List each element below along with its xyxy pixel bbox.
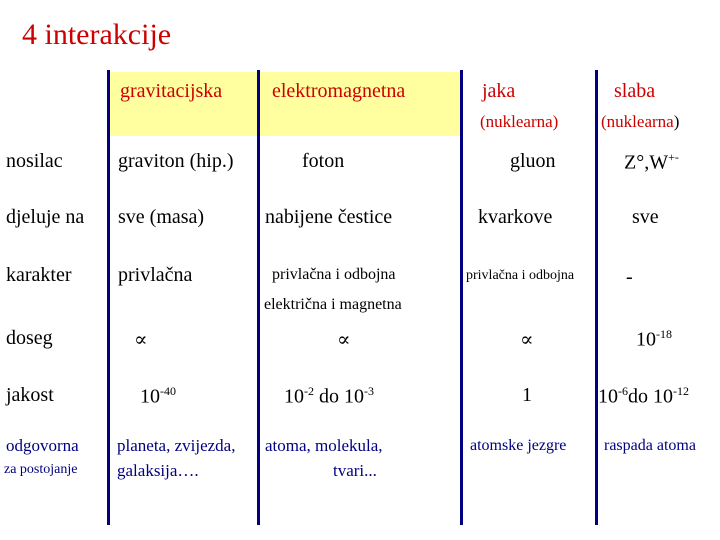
cell-nosilac-jaka: gluon: [510, 150, 556, 172]
header-jaka-sub: (nuklearna): [480, 112, 559, 131]
header-gravitacijska: gravitacijska: [120, 80, 223, 102]
header-elektromagnetna: elektromagnetna: [272, 80, 406, 102]
cell-djeluje-jaka: kvarkove: [478, 206, 553, 228]
cell-nosilac-em: foton: [302, 150, 345, 172]
header-slaba-sub: (nuklearna): [601, 112, 680, 131]
row-label-za-postojanje: za postojanje: [4, 462, 78, 477]
page-title: 4 interakcije: [22, 18, 172, 51]
row-label-djeluje-na: djeluje na: [6, 206, 85, 228]
row-label-jakost: jakost: [6, 384, 54, 406]
cell-jakost-slaba: $10^{-6}do$ $10^{-12}$: [598, 384, 689, 408]
cell-nosilac-grav: graviton (hip.): [118, 150, 234, 172]
cell-odgovorna-em-line2: tvari...: [333, 461, 377, 480]
cell-jakost-jaka: 1: [522, 384, 532, 406]
row-label-nosilac: nosilac: [6, 150, 63, 172]
cell-odgovorna-grav-line2: galaksija….: [117, 461, 199, 480]
row-label-karakter: karakter: [6, 264, 72, 286]
header-slaba: slaba: [614, 80, 656, 102]
cell-karakter-em-line1: privlačna i odbojna: [272, 266, 396, 283]
cell-doseg-jaka: ∝: [520, 329, 534, 351]
column-divider-3: [460, 70, 463, 525]
column-divider-1: [107, 70, 110, 525]
cell-odgovorna-jaka: atomske jezgre: [470, 437, 567, 454]
column-divider-2: [257, 70, 260, 525]
cell-nosilac-slaba: Z°,W+-: [624, 150, 679, 174]
cell-jakost-grav: $10^{-40}$: [140, 384, 176, 408]
cell-odgovorna-slaba: raspada atoma: [604, 437, 696, 454]
cell-karakter-grav: privlačna: [118, 264, 193, 286]
row-label-doseg: doseg: [6, 327, 53, 349]
cell-karakter-em-line2: električna i magnetna: [264, 296, 402, 313]
cell-karakter-slaba: -: [626, 266, 633, 288]
cell-odgovorna-grav-line1: planeta, zvijezda,: [117, 436, 236, 455]
cell-djeluje-em: nabijene čestice: [265, 206, 393, 228]
header-jaka: jaka: [482, 80, 516, 102]
cell-djeluje-slaba: sve: [632, 206, 659, 228]
cell-djeluje-grav: sve (masa): [118, 206, 205, 228]
cell-doseg-em: ∝: [337, 329, 351, 351]
cell-jakost-em: $10^{-2}$ do $10^{-3}$: [284, 384, 374, 408]
cell-doseg-slaba: $10^{-18}$: [636, 327, 672, 351]
cell-karakter-jaka: privlačna i odbojna: [466, 268, 575, 283]
cell-doseg-grav: ∝: [134, 329, 148, 351]
row-label-odgovorna: odgovorna: [6, 436, 79, 455]
cell-odgovorna-em-line1: atoma, molekula,: [265, 436, 383, 455]
column-divider-4: [595, 70, 598, 525]
